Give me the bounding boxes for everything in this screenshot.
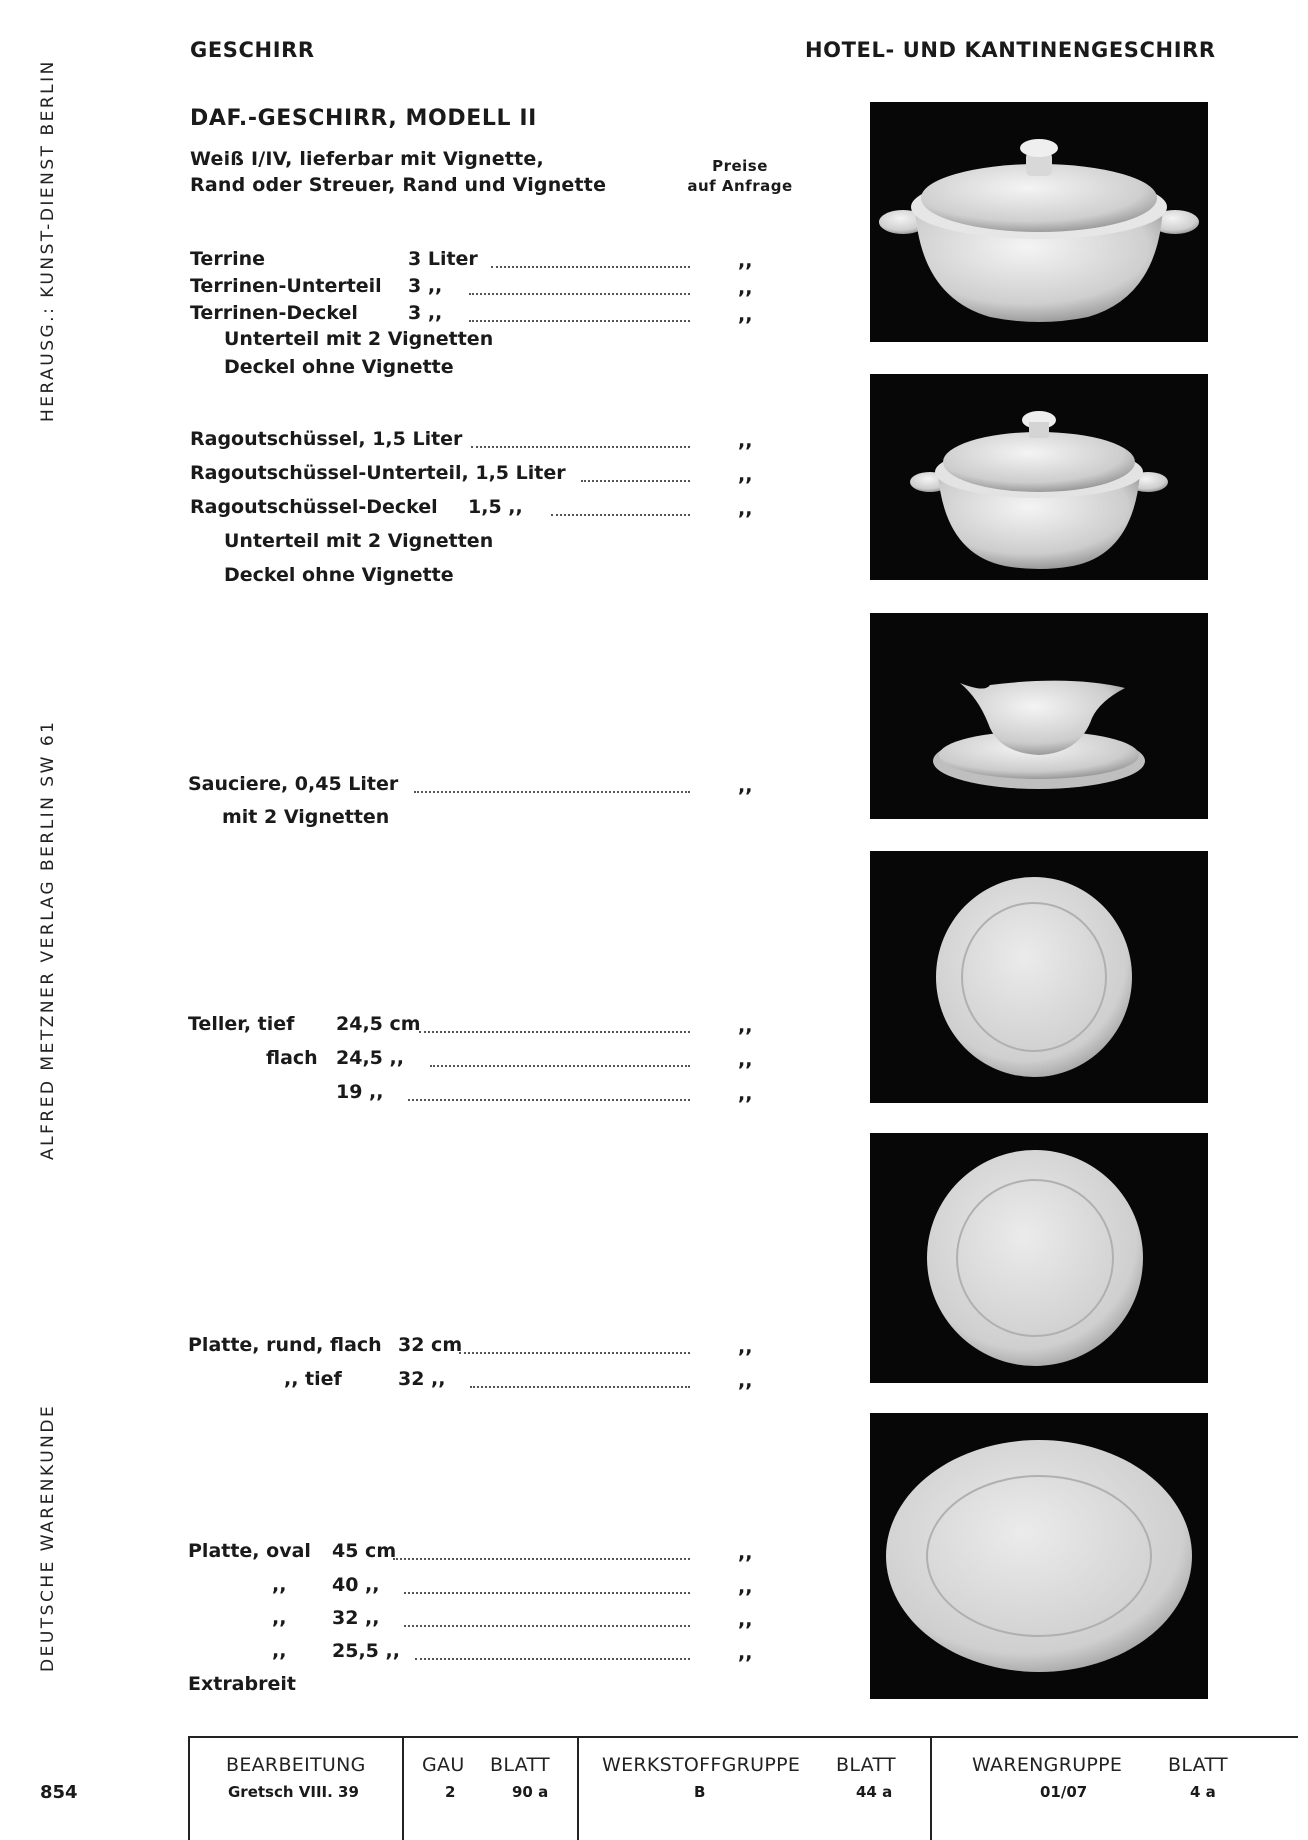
- intro-line-2: Rand oder Streuer, Rand und Vignette: [190, 174, 607, 196]
- footer-bearbeitung-value: Gretsch VIII. 39: [228, 1783, 359, 1801]
- leader-dots: [491, 266, 690, 268]
- price-ditto: ,,: [738, 1576, 753, 1598]
- leader-dots: [408, 1099, 690, 1101]
- item-label: Teller, tief: [188, 1013, 295, 1035]
- sidebar-verlag: ALFRED METZNER VERLAG BERLIN SW 61: [38, 719, 58, 1160]
- intro-line-1: Weiß I/IV, lieferbar mit Vignette,: [190, 148, 544, 170]
- price-ditto: ,,: [738, 1015, 753, 1037]
- footer-warengruppe-value: 01/07: [1040, 1783, 1088, 1801]
- price-ditto: ,,: [738, 1642, 753, 1664]
- item-note: Unterteil mit 2 Vignetten: [224, 530, 494, 552]
- item-note: Deckel ohne Vignette: [224, 564, 454, 586]
- price-ditto: ,,: [738, 498, 753, 520]
- item-note: Unterteil mit 2 Vignetten: [224, 328, 494, 350]
- footer-divider-4: [930, 1738, 932, 1840]
- header-right: HOTEL- UND KANTINENGESCHIRR: [805, 38, 1216, 62]
- price-ditto: ,,: [738, 1542, 753, 1564]
- item-label: Ragoutschüssel-Unterteil, 1,5 Liter: [190, 462, 566, 484]
- item-note: Extrabreit: [188, 1673, 296, 1695]
- price-header: [680, 156, 800, 196]
- header-left: GESCHIRR: [190, 38, 315, 62]
- item-size: 3 ,,: [408, 302, 443, 324]
- item-size: 32 ,,: [332, 1607, 380, 1629]
- item-label: Sauciere, 0,45 Liter: [188, 773, 399, 795]
- item-size: 19 ,,: [336, 1081, 384, 1103]
- item-size: 32 ,,: [398, 1368, 446, 1390]
- item-size: 1,5 ,,: [468, 496, 523, 518]
- price-ditto: ,,: [738, 1336, 753, 1358]
- price-ditto: ,,: [738, 250, 753, 272]
- item-label: flach: [266, 1047, 318, 1069]
- price-ditto: ,,: [738, 1049, 753, 1071]
- item-size: 40 ,,: [332, 1574, 380, 1596]
- leader-dots: [415, 1658, 690, 1660]
- item-size: 32 cm: [398, 1334, 463, 1356]
- deep-plate-photo: [870, 851, 1208, 1103]
- footer-blatt-1-label: BLATT: [490, 1754, 550, 1776]
- footer-werkstoffgruppe-value: B: [694, 1783, 706, 1801]
- leader-dots: [470, 1386, 690, 1388]
- price-ditto: ,,: [738, 464, 753, 486]
- price-ditto: ,,: [738, 1370, 753, 1392]
- leader-dots: [393, 1558, 690, 1560]
- leader-dots: [469, 320, 690, 322]
- terrine-photo: [870, 102, 1208, 342]
- price-ditto: ,,: [738, 1609, 753, 1631]
- subtitle: DAF.-GESCHIRR, MODELL II: [190, 106, 537, 131]
- sidebar-series: DEUTSCHE WARENKUNDE: [38, 1403, 58, 1672]
- gravy-boat-photo: [870, 613, 1208, 819]
- leader-dots: [414, 791, 690, 793]
- oval-platter-photo: [870, 1413, 1208, 1699]
- price-ditto: ,,: [738, 277, 753, 299]
- price-header-line-1: Preise: [712, 157, 768, 175]
- footer-blatt-1-value: 90 a: [512, 1783, 549, 1801]
- sidebar-publisher: HERAUSG.: KUNST-DIENST BERLIN: [38, 59, 58, 422]
- footer-blatt-2-label: BLATT: [836, 1754, 896, 1776]
- footer-divider-1: [188, 1738, 190, 1840]
- item-label: Terrine: [190, 248, 265, 270]
- ragout-bowl-photo: [870, 374, 1208, 580]
- item-size: 3 Liter: [408, 248, 478, 270]
- item-label: ,,: [272, 1574, 287, 1596]
- price-ditto: ,,: [738, 775, 753, 797]
- price-ditto: ,,: [738, 1083, 753, 1105]
- item-label: Ragoutschüssel-Deckel: [190, 496, 438, 518]
- price-header-line-2: auf Anfrage: [687, 177, 793, 195]
- price-ditto: ,,: [738, 430, 753, 452]
- leader-dots: [469, 293, 690, 295]
- footer-gau-label: GAU: [422, 1754, 465, 1776]
- footer-blatt-3-value: 4 a: [1190, 1783, 1216, 1801]
- item-label: ,,: [272, 1640, 287, 1662]
- leader-dots: [551, 514, 690, 516]
- price-ditto: ,,: [738, 304, 753, 326]
- footer-divider-2: [402, 1738, 404, 1840]
- footer-rule: [188, 1736, 1298, 1738]
- item-size: 45 cm: [332, 1540, 397, 1562]
- item-size: 24,5 cm: [336, 1013, 421, 1035]
- item-label: Terrinen-Unterteil: [190, 275, 382, 297]
- footer-werkstoffgruppe-label: WERKSTOFFGRUPPE: [602, 1754, 801, 1776]
- item-label: ,, tief: [284, 1368, 342, 1390]
- leader-dots: [430, 1065, 690, 1067]
- footer-divider-3: [577, 1738, 579, 1840]
- footer-blatt-2-value: 44 a: [856, 1783, 893, 1801]
- item-label: Terrinen-Deckel: [190, 302, 358, 324]
- leader-dots: [471, 446, 690, 448]
- item-label: Platte, rund, flach: [188, 1334, 382, 1356]
- page-number: 854: [40, 1782, 78, 1803]
- leader-dots: [459, 1352, 690, 1354]
- item-label: Platte, oval: [188, 1540, 311, 1562]
- item-size: 24,5 ,,: [336, 1047, 404, 1069]
- footer-blatt-3-label: BLATT: [1168, 1754, 1228, 1776]
- item-size: 3 ,,: [408, 275, 443, 297]
- footer-gau-value: 2: [445, 1783, 456, 1801]
- item-size: 25,5 ,,: [332, 1640, 400, 1662]
- leader-dots: [581, 480, 690, 482]
- item-note: Deckel ohne Vignette: [224, 356, 454, 378]
- footer-warengruppe-label: WARENGRUPPE: [972, 1754, 1123, 1776]
- footer-bearbeitung-label: BEARBEITUNG: [226, 1754, 366, 1776]
- leader-dots: [404, 1625, 690, 1627]
- leader-dots: [419, 1031, 690, 1033]
- item-label: Ragoutschüssel, 1,5 Liter: [190, 428, 463, 450]
- leader-dots: [404, 1592, 690, 1594]
- round-platter-photo: [870, 1133, 1208, 1383]
- item-note: mit 2 Vignetten: [222, 806, 390, 828]
- item-label: ,,: [272, 1607, 287, 1629]
